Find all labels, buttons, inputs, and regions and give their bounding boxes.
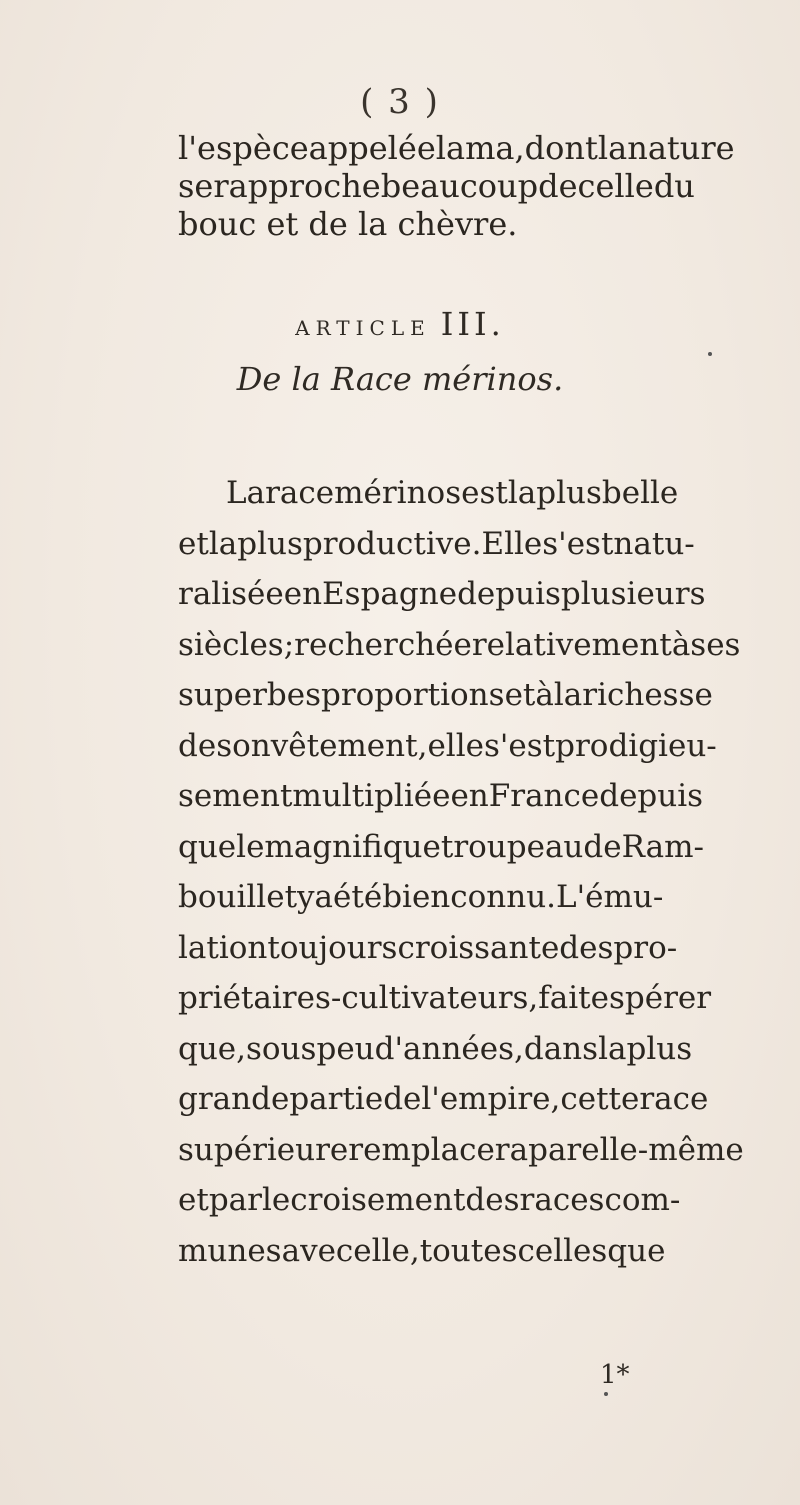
text-line: lation toujours croissante des pro-: [178, 929, 678, 966]
text-line: et par le croisement des races com-: [178, 1182, 681, 1218]
text-line: supérieure remplacera par elle-même: [178, 1131, 744, 1168]
text-line: La race mérinos est la plus belle: [226, 475, 679, 511]
text-line: et la plus productive. Elle s'est natu-: [178, 525, 695, 562]
text-line: munes avec elle , toutes celles que: [178, 1232, 666, 1269]
text-line: grande partie de l'empire, cette race: [178, 1081, 709, 1117]
text-line: se rapproche beaucoup de celle du: [178, 167, 695, 205]
text-line: siècles ; recherchée relativement à ses: [178, 626, 741, 663]
text-line: ralisée en Espagne depuis plusieurs: [178, 576, 706, 612]
page-number: ( 3 ): [360, 82, 440, 122]
body-paragraph: [178, 468, 744, 1276]
article-label: ARTICLE: [295, 316, 431, 340]
text-line: sement multipliée en France depuis: [178, 778, 704, 814]
text-line: que le magnifique troupeau de Ram-: [178, 828, 705, 865]
text-line: l'espèce appelée lama, dont la nature: [178, 129, 735, 167]
text-line: bouc et de la chèvre.: [178, 205, 518, 243]
text-line: bouillet y a été bien connu. L'ému-: [178, 879, 664, 915]
section-subtitle: De la Race mérinos.: [236, 360, 564, 398]
article-number: III.: [440, 305, 505, 343]
article-heading: [0, 305, 800, 343]
ink-speck: [604, 1392, 608, 1396]
text-line: superbes proportions et à la richesse: [178, 677, 713, 713]
intro-paragraph: [178, 129, 735, 243]
signature-mark: 1*: [600, 1360, 630, 1390]
text-line: priétaires-cultivateurs, fait espérer: [178, 980, 712, 1016]
text-line: de son vêtement, elle s'est prodigieu-: [178, 727, 717, 764]
ink-speck: [708, 352, 712, 356]
text-line: que, sous peu d'années, dans la plus: [178, 1030, 693, 1067]
